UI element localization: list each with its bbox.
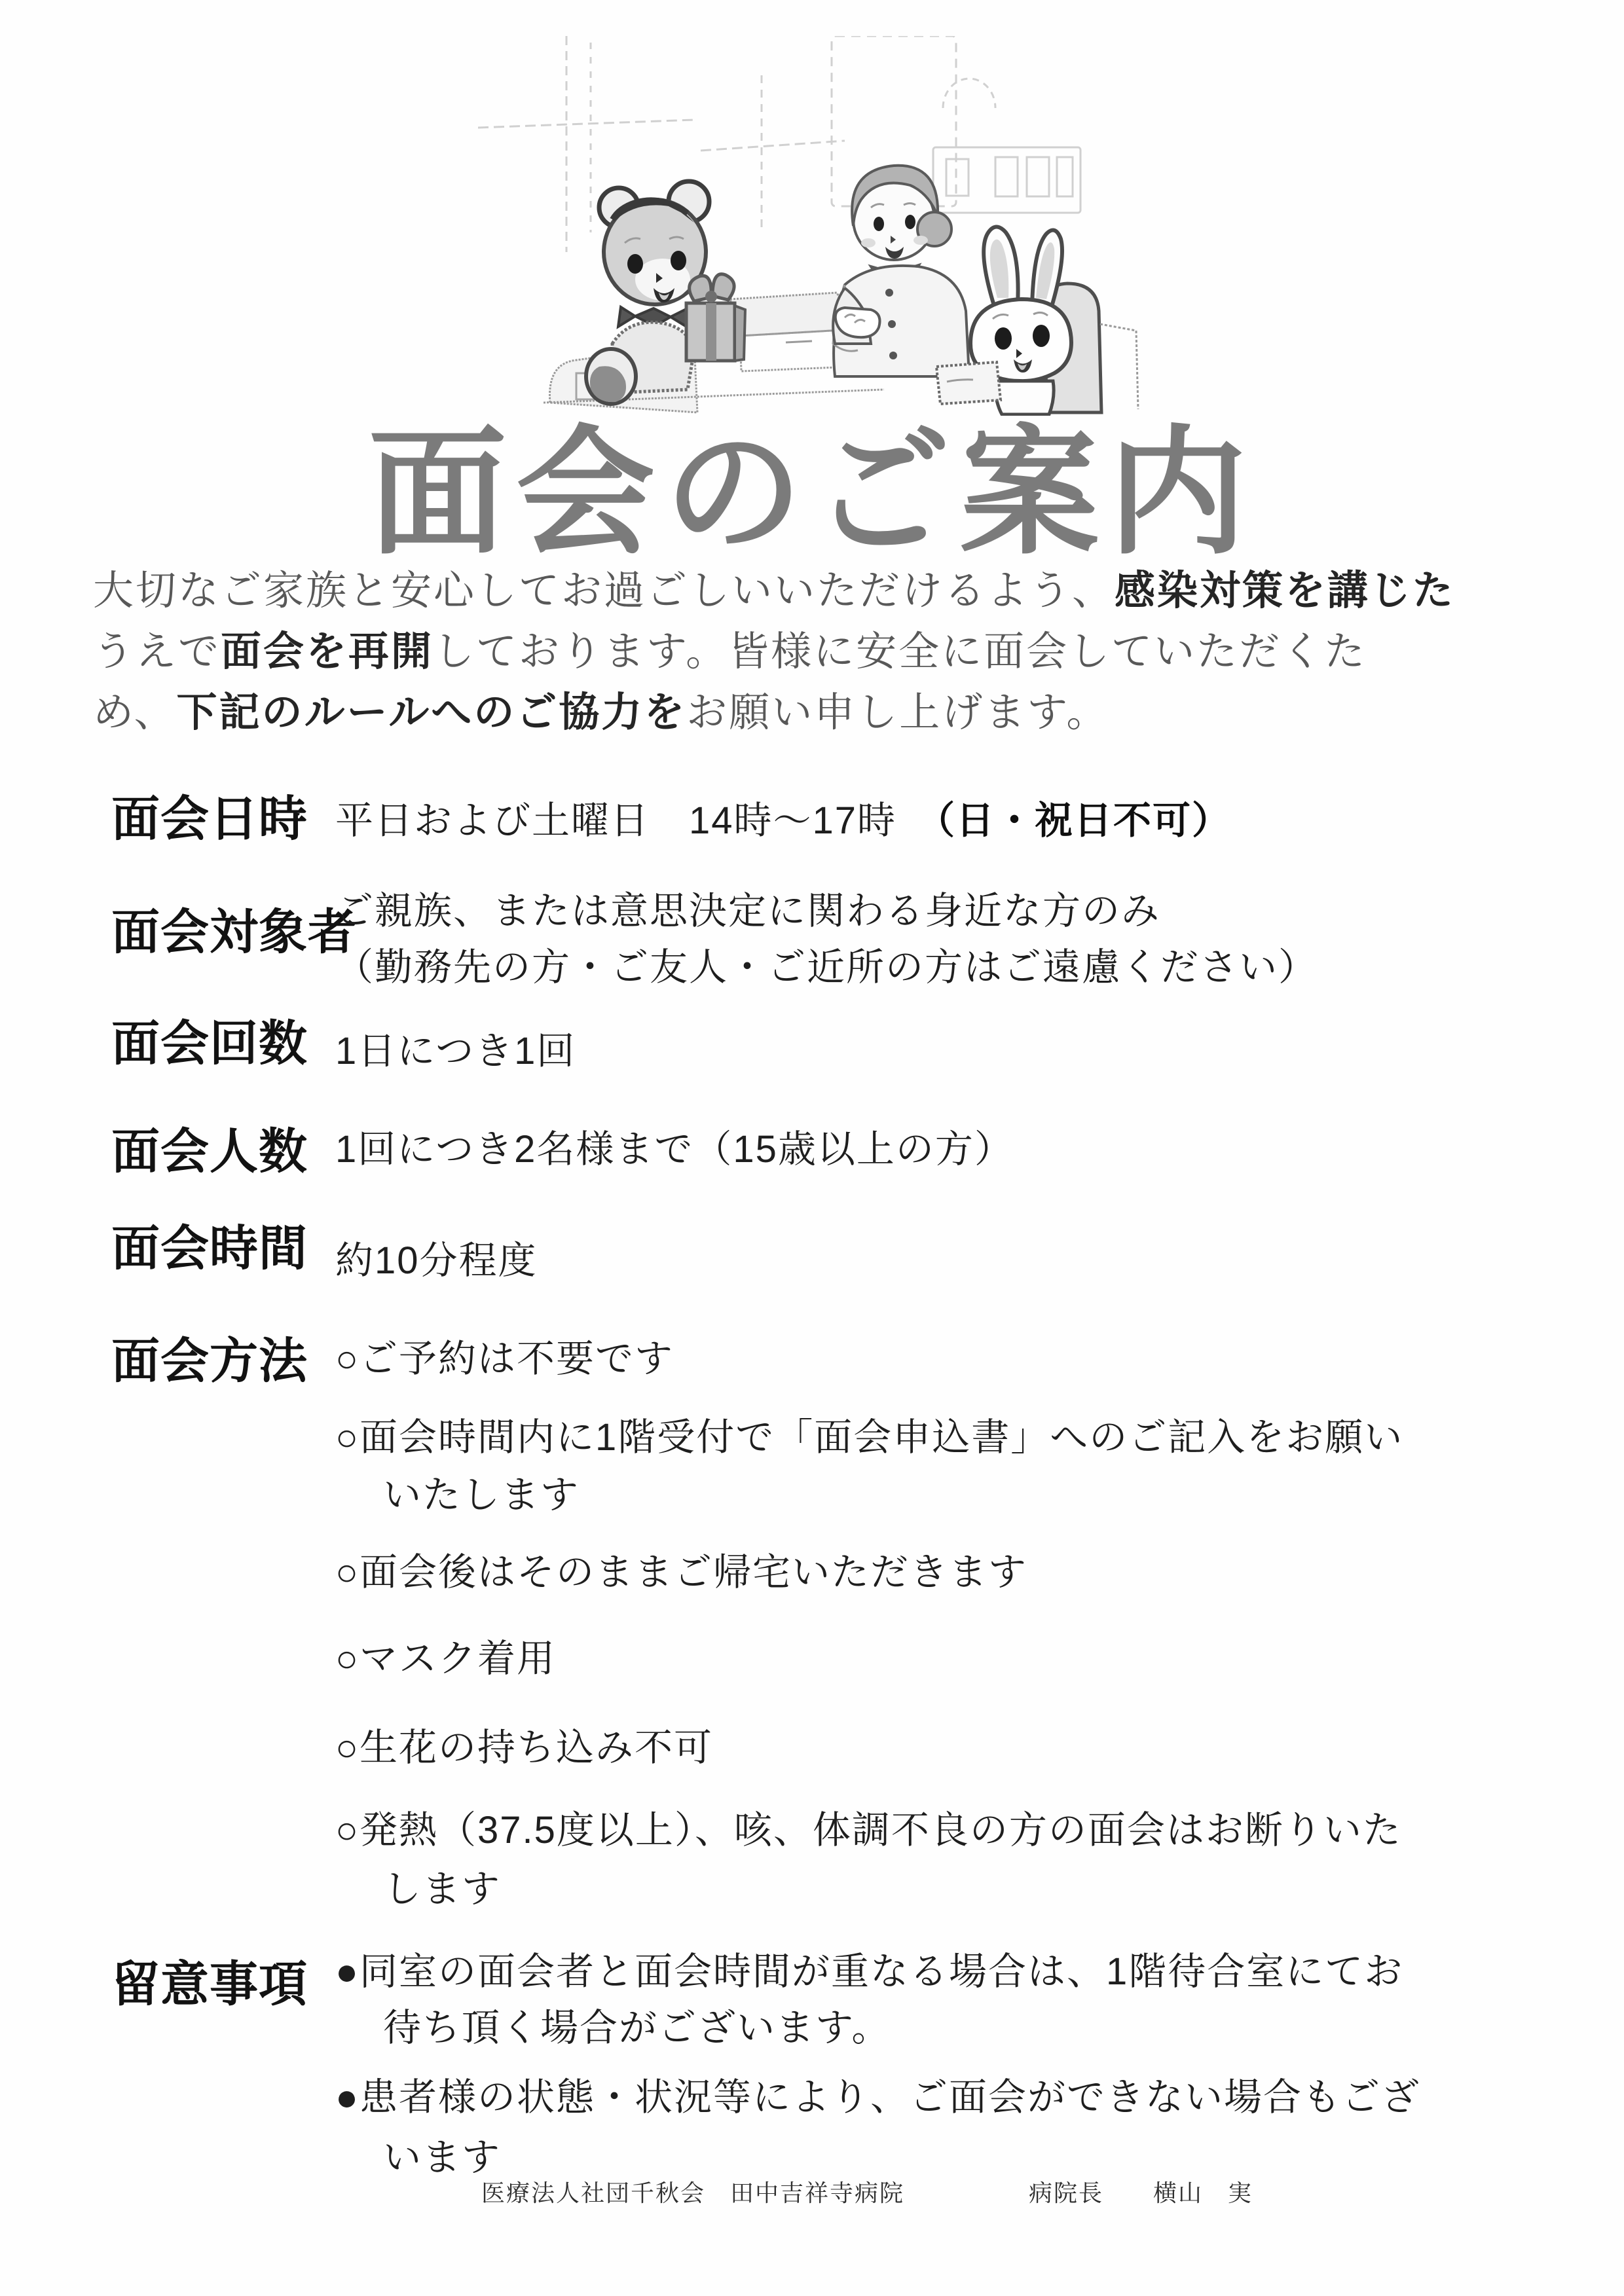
- intro-2-bold: 面会を再開: [221, 629, 434, 674]
- visitor-count-value: 1回につき2名様まで（15歳以上の方）: [335, 1128, 1014, 1171]
- intro-1-pre: 大切なご家族と安心してお過ごしいいただけるよう、: [93, 568, 1115, 613]
- section-label-visit-duration: 面会時間: [111, 1221, 308, 1275]
- visit-datetime-restriction: （日・祝日不可）: [936, 799, 1232, 842]
- section-label-visit-datetime: 面会日時: [111, 792, 308, 846]
- intro-1-bold: 感染対策を講じた: [1115, 568, 1456, 613]
- visit-duration-value: 約10分程度: [335, 1239, 538, 1282]
- grandma-character: [833, 166, 969, 376]
- visit-datetime-text: 平日および土曜日 14時～17時: [335, 799, 936, 842]
- intro-line-1: [93, 558, 1455, 616]
- note-item-patient-condition-line-1: ●患者様の状態・状況等により、ご面会ができない場合もござ: [335, 2076, 1421, 2119]
- intro-2-pre: うえで: [93, 629, 221, 674]
- section-label-visitor-count: 面会人数: [111, 1124, 308, 1178]
- visit-datetime-value: [335, 790, 1231, 845]
- hospital-footer-signature: 医療法人社団千秋会 田中吉祥寺病院 病院長 横山 実: [481, 2179, 1253, 2206]
- hospital-visit-illustration: [478, 36, 1172, 416]
- method-item-no-reservation: ○ご予約は不要です: [335, 1338, 674, 1380]
- intro-3-pre: め、: [93, 690, 177, 735]
- note-item-waiting-room-line-1: ●同室の面会者と面会時間が重なる場合は、1階待合室にてお: [335, 1950, 1404, 1993]
- method-item-fever-line-2: します: [383, 1868, 502, 1910]
- intro-line-3: [93, 680, 1109, 738]
- method-item-fever-line-1: ○発熱（37.5度以上）、咳、体調不良の方の面会はお断りいた: [335, 1809, 1402, 1851]
- eligible-visitors-line-2: （勤務先の方・ご友人・ご近所の方はご遠慮ください）: [335, 946, 1318, 989]
- intro-3-bold: 下記のルールへのご協力を: [176, 690, 687, 735]
- method-item-reception-line-1: ○面会時間内に1階受付で「面会申込書」へのご記入をお願い: [335, 1416, 1404, 1459]
- section-label-visit-frequency: 面会回数: [111, 1016, 308, 1070]
- section-label-eligible-visitors: 面会対象者: [111, 905, 357, 959]
- note-item-waiting-room-line-2: 待ち頂く場合がございます。: [383, 2007, 891, 2049]
- method-item-no-fresh-flowers: ○生花の持ち込み不可: [335, 1726, 714, 1769]
- method-item-reception-line-2: いたします: [383, 1474, 580, 1516]
- eligible-visitors-line-1: ご親族、または意思決定に関わる身近な方のみ: [335, 890, 1161, 932]
- gift-box: [686, 274, 745, 361]
- method-item-go-home: ○面会後はそのままご帰宅いただきます: [335, 1551, 1028, 1594]
- room-background: [478, 36, 1080, 252]
- section-label-notes: 留意事項: [111, 1957, 308, 2011]
- page-title: 面会のご案内: [368, 415, 1256, 570]
- intro-2-post: しております。皆様に安全に面会していただくた: [434, 629, 1367, 674]
- intro-3-post: お願い申し上げます。: [686, 690, 1109, 735]
- intro-line-2: [93, 619, 1367, 677]
- method-item-mask: ○マスク着用: [335, 1637, 557, 1680]
- section-label-visit-method: 面会方法: [111, 1334, 308, 1388]
- visit-frequency-value: 1日につき1回: [335, 1030, 576, 1072]
- note-item-patient-condition-line-2: います: [383, 2136, 502, 2179]
